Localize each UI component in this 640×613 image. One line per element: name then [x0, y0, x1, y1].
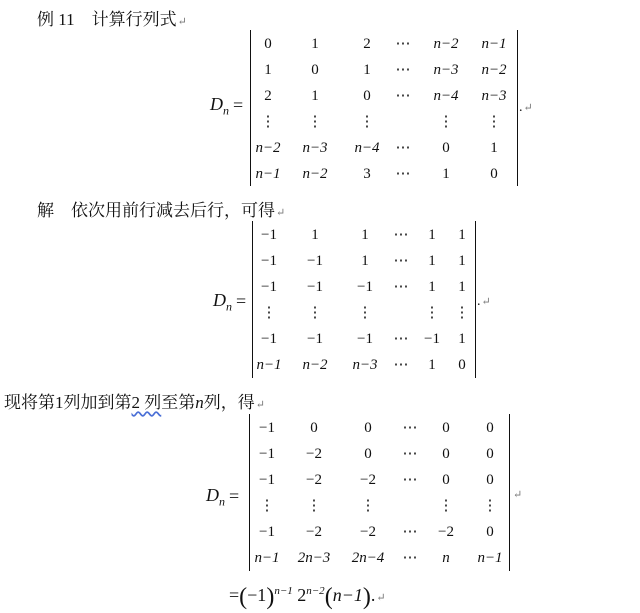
- matrix-cell: 1: [458, 253, 466, 269]
- matrix-cell: ⋯: [393, 279, 409, 295]
- matrix-cell: 1: [361, 253, 369, 269]
- matrix-cell: 0: [310, 420, 318, 436]
- matrix-cell: n−1: [477, 550, 503, 566]
- matrix-cell: n−2: [481, 62, 507, 78]
- matrix-cell: 2n−3: [297, 550, 331, 566]
- matrix-cell: 2: [363, 36, 371, 52]
- matrix-cell: 1: [428, 227, 436, 243]
- det-label-1: $D_n$: [210, 94, 229, 118]
- tail-1: .↵: [519, 100, 533, 115]
- matrix-cell: n−4: [433, 88, 459, 104]
- matrix-cell: −1: [307, 279, 323, 295]
- matrix-cell: 0: [486, 472, 494, 488]
- matrix-cell: −1: [261, 227, 277, 243]
- matrix-3: [249, 414, 510, 571]
- note-line: [4, 388, 265, 413]
- matrix-cell: 0: [490, 166, 498, 182]
- matrix-cell: −2: [306, 472, 322, 488]
- matrix-cell: 1: [428, 279, 436, 295]
- matrix-cell: 1: [311, 36, 319, 52]
- matrix-cell: −1: [259, 420, 275, 436]
- matrix-cell: ⋯: [402, 550, 418, 566]
- paragraph-mark-icon: ↵: [276, 207, 286, 219]
- tail-3: ↵: [513, 489, 523, 501]
- matrix-cell: ⋯: [402, 472, 418, 488]
- note-part-4: n: [195, 393, 204, 412]
- matrix-cell: ⋯: [393, 331, 409, 347]
- example-title: 计算行列式: [91, 10, 177, 29]
- note-part-3: 至第: [161, 393, 196, 412]
- matrix-cell: −1: [261, 279, 277, 295]
- note-part-1: 现将第1列加到第: [4, 393, 132, 412]
- matrix-cell: n−3: [352, 357, 378, 373]
- matrix-cell: 0: [442, 446, 450, 462]
- equals-sign-2: =: [236, 291, 247, 311]
- matrix-cell: −1: [357, 279, 373, 295]
- matrix-cell: n−2: [302, 357, 328, 373]
- matrix-cell: 0: [363, 88, 371, 104]
- equals-sign-1: =: [233, 95, 244, 115]
- matrix-cell: 0: [442, 420, 450, 436]
- matrix-cell: n−1: [256, 357, 282, 373]
- matrix-cell: n−1: [254, 550, 280, 566]
- matrix-cell: n−1: [255, 166, 281, 182]
- det-label-3: $D_n$: [206, 485, 225, 509]
- matrix-cell: n−2: [255, 140, 281, 156]
- matrix-cell: 0: [264, 36, 272, 52]
- matrix-cell: ⋯: [395, 88, 411, 104]
- matrix-cell: 1: [361, 227, 369, 243]
- matrix-cell: n−4: [354, 140, 380, 156]
- matrix-cell: ⋮: [486, 114, 502, 130]
- matrix-cell: 1: [428, 253, 436, 269]
- matrix-cell: 2: [264, 88, 272, 104]
- matrix-cell: 0: [442, 140, 450, 156]
- matrix-cell: 0: [486, 524, 494, 540]
- result-formula: $=(-1)^{n-1}$ $2^{n-2}(n-1).↵$: [229, 584, 386, 610]
- matrix-cell: 0: [458, 357, 466, 373]
- matrix-cell: ⋮: [438, 114, 454, 130]
- matrix-cell: 1: [442, 166, 450, 182]
- matrix-cell: −1: [261, 331, 277, 347]
- matrix-cell: −2: [360, 472, 376, 488]
- matrix-cell: 0: [364, 420, 372, 436]
- matrix-cell: ⋮: [360, 498, 376, 514]
- matrix-cell: −2: [306, 446, 322, 462]
- matrix-cell: ⋮: [307, 305, 323, 321]
- matrix-1: [250, 30, 518, 186]
- matrix-cell: −1: [259, 446, 275, 462]
- matrix-cell: −1: [424, 331, 440, 347]
- solution-text: 依次用前行减去后行，可得: [71, 201, 275, 220]
- solution-line: [37, 196, 285, 221]
- matrix-cell: ⋮: [438, 498, 454, 514]
- matrix-cell: 2n−4: [351, 550, 385, 566]
- matrix-cell: ⋮: [307, 114, 323, 130]
- matrix-cell: 1: [311, 88, 319, 104]
- matrix-cell: n−2: [433, 36, 459, 52]
- matrix-cell: −1: [259, 524, 275, 540]
- paragraph-mark-icon: ↵: [177, 16, 187, 28]
- matrix-cell: 1: [363, 62, 371, 78]
- matrix-cell: n−3: [302, 140, 328, 156]
- matrix-cell: −1: [307, 331, 323, 347]
- matrix-cell: ⋯: [402, 446, 418, 462]
- matrix-cell: ⋯: [393, 357, 409, 373]
- matrix-cell: 1: [458, 331, 466, 347]
- matrix-cell: −1: [259, 472, 275, 488]
- example-heading: [37, 5, 187, 30]
- matrix-cell: 1: [264, 62, 272, 78]
- matrix-cell: ⋯: [395, 166, 411, 182]
- solution-label: 解: [37, 201, 54, 220]
- matrix-cell: ⋮: [482, 498, 498, 514]
- matrix-cell: 0: [486, 420, 494, 436]
- matrix-cell: 0: [364, 446, 372, 462]
- matrix-cell: 1: [458, 279, 466, 295]
- paragraph-mark-icon: ↵: [255, 399, 265, 411]
- matrix-cell: ⋮: [306, 498, 322, 514]
- matrix-cell: ⋯: [395, 62, 411, 78]
- matrix-cell: 1: [458, 227, 466, 243]
- matrix-cell: ⋮: [424, 305, 440, 321]
- matrix-cell: ⋯: [395, 140, 411, 156]
- matrix-cell: −1: [357, 331, 373, 347]
- matrix-cell: 1: [311, 227, 319, 243]
- matrix-cell: 1: [490, 140, 498, 156]
- matrix-cell: 0: [442, 472, 450, 488]
- matrix-cell: 1: [428, 357, 436, 373]
- matrix-cell: n−2: [302, 166, 328, 182]
- note-part-2: 2 列: [131, 393, 162, 412]
- matrix-cell: ⋮: [261, 305, 277, 321]
- matrix-cell: ⋯: [393, 227, 409, 243]
- matrix-2: [252, 221, 476, 378]
- matrix-cell: −2: [360, 524, 376, 540]
- matrix-cell: n−1: [481, 36, 507, 52]
- equals-sign-3: =: [229, 486, 240, 506]
- matrix-cell: ⋯: [395, 36, 411, 52]
- matrix-cell: n−3: [433, 62, 459, 78]
- tail-2: .↵: [477, 294, 491, 309]
- matrix-cell: ⋮: [259, 498, 275, 514]
- note-part-5: 列，得: [203, 393, 255, 412]
- matrix-cell: −2: [306, 524, 322, 540]
- matrix-cell: 0: [486, 446, 494, 462]
- matrix-cell: n−3: [481, 88, 507, 104]
- example-label: 例 11: [37, 10, 75, 29]
- matrix-cell: ⋯: [402, 420, 418, 436]
- matrix-cell: ⋮: [260, 114, 276, 130]
- matrix-cell: ⋮: [359, 114, 375, 130]
- matrix-cell: 0: [311, 62, 319, 78]
- matrix-cell: ⋯: [393, 253, 409, 269]
- matrix-cell: 3: [363, 166, 371, 182]
- matrix-cell: −2: [438, 524, 454, 540]
- matrix-cell: −1: [307, 253, 323, 269]
- matrix-cell: ⋮: [454, 305, 470, 321]
- matrix-cell: −1: [261, 253, 277, 269]
- matrix-cell: n: [442, 550, 450, 566]
- matrix-cell: ⋯: [402, 524, 418, 540]
- det-label-2: $D_n$: [213, 290, 232, 314]
- matrix-cell: ⋮: [357, 305, 373, 321]
